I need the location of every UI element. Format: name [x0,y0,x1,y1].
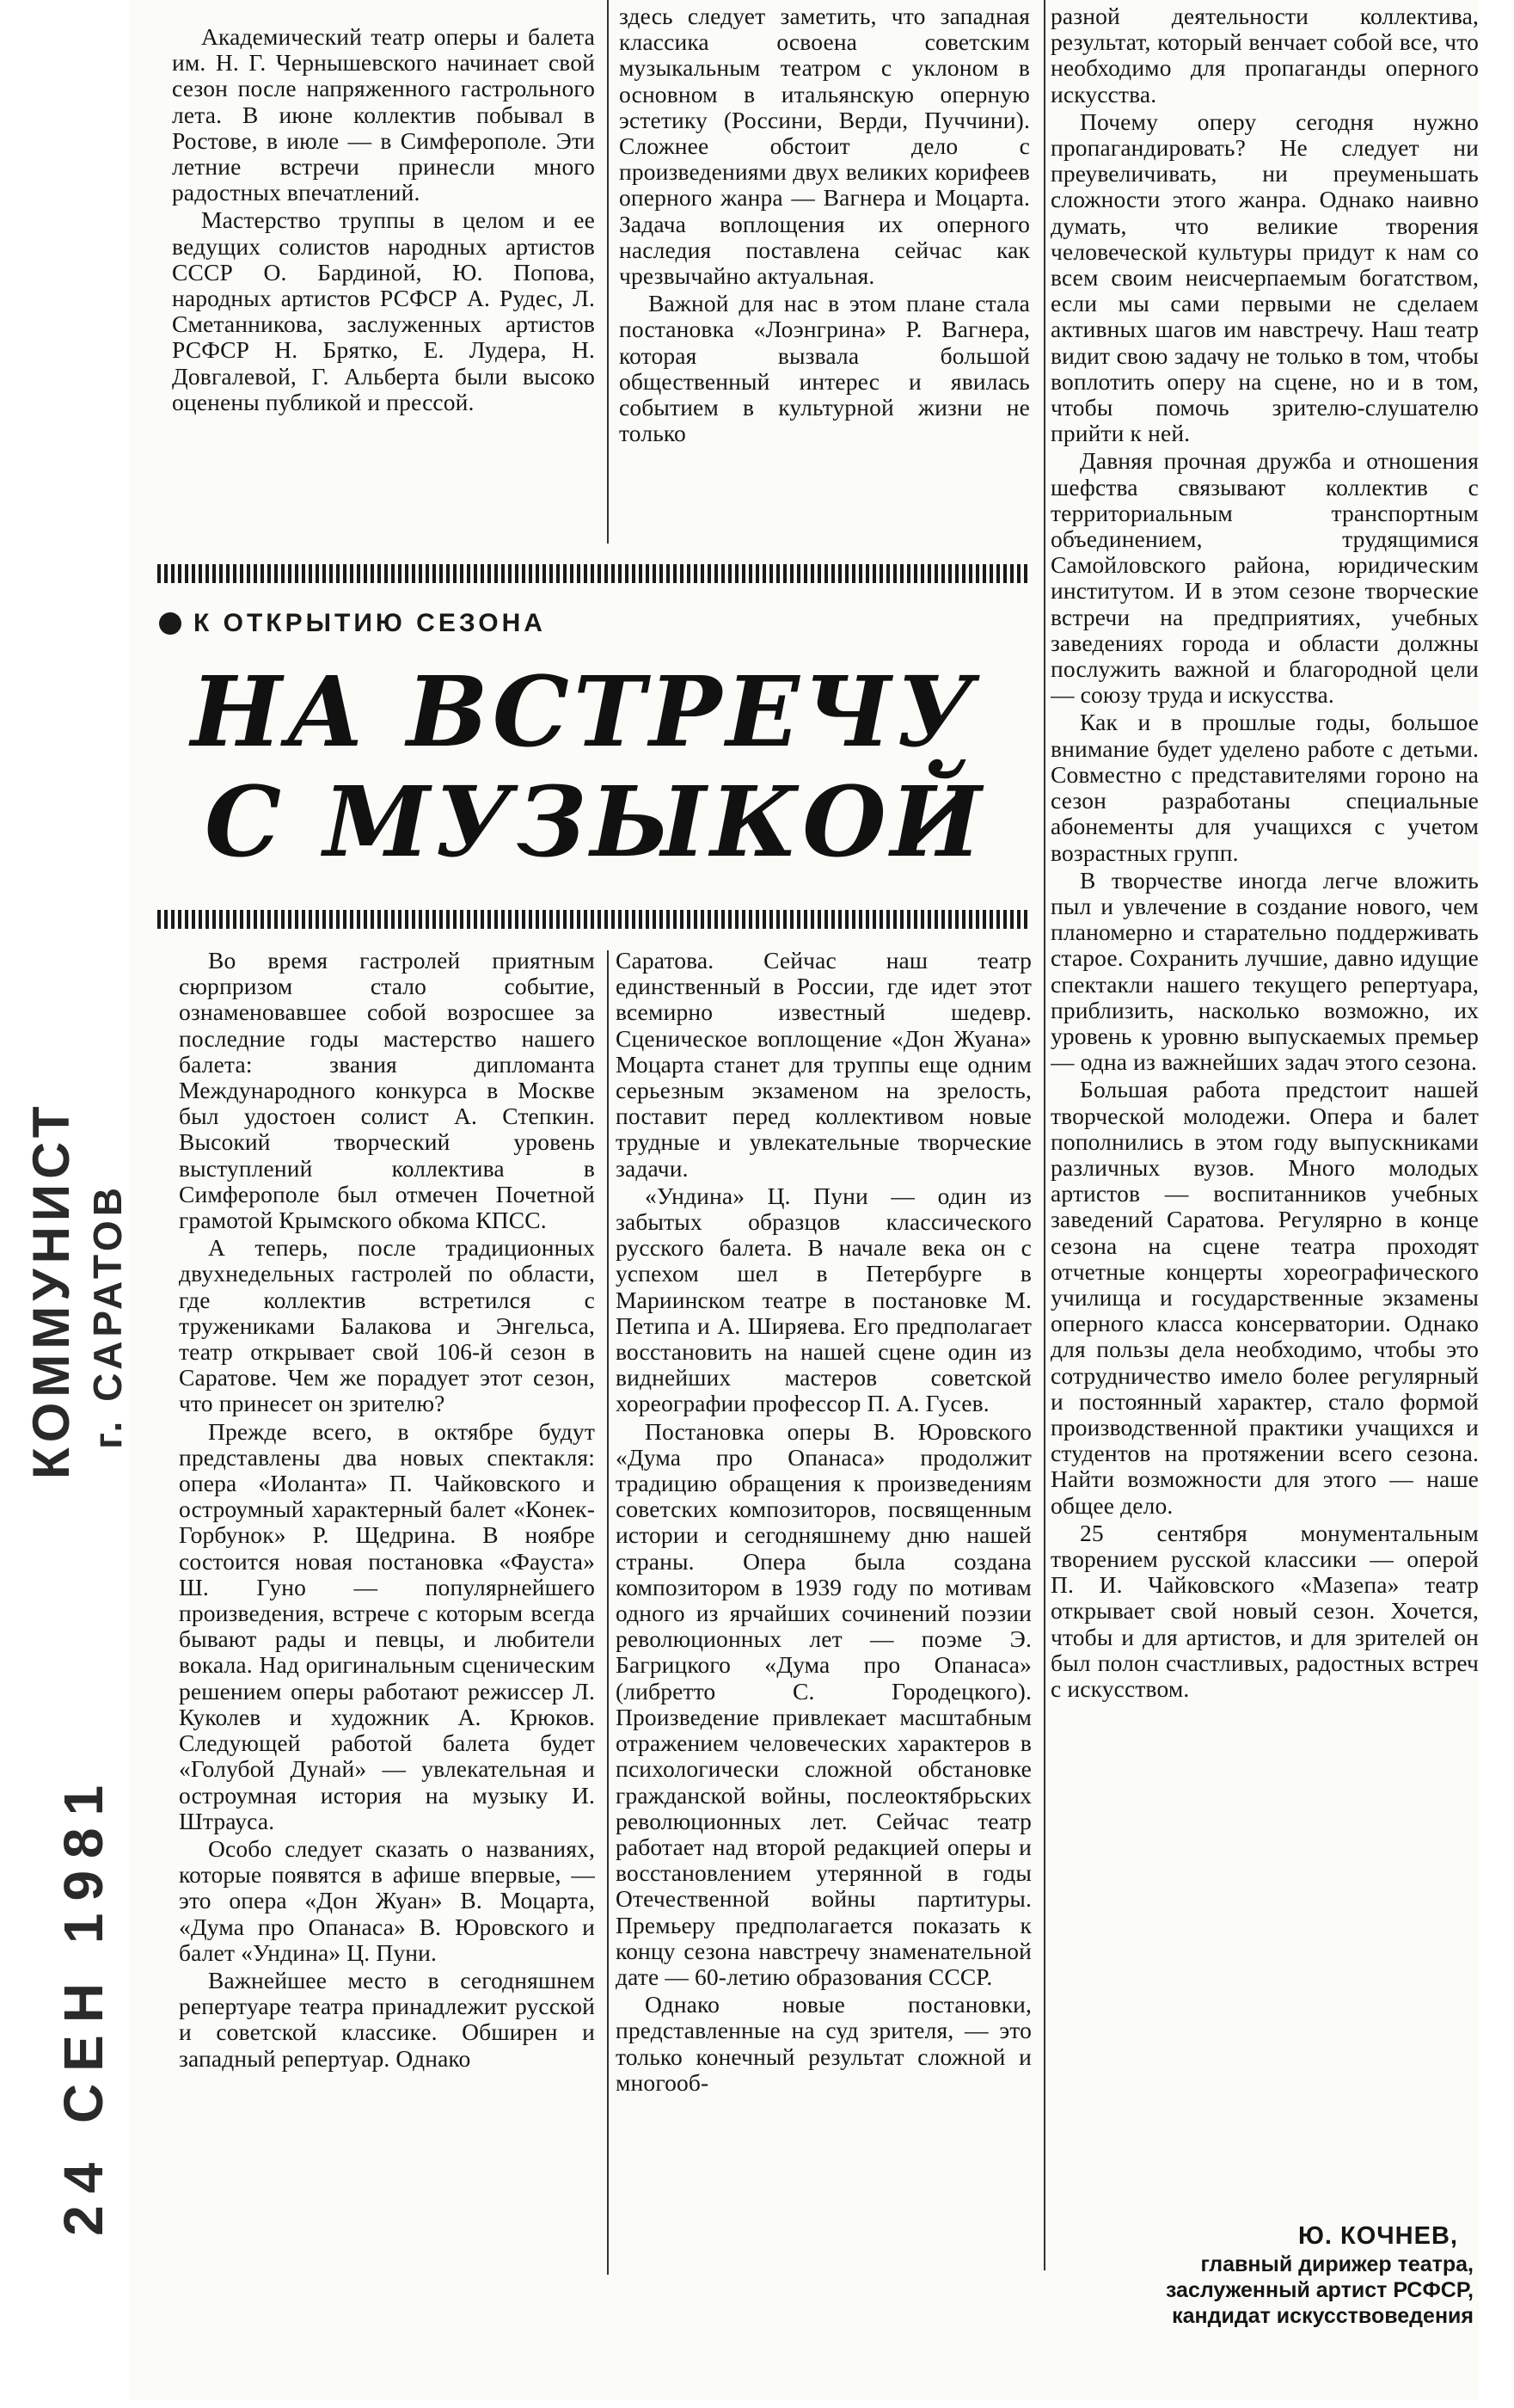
paragraph: Саратова. Сейчас наш театр единственный в России, где идет этот всемирно известный шедевр. Сценическое воплощение «Дон Жуана» Моцарта станет для труппы еще одним серьезным экзаменом на зрелость, поставит перед коллективом новые трудные и увлекательные творческие задачи. [616,948,1032,1182]
rubric-text: К ОТКРЫТИЮ СЕЗОНА [193,609,546,637]
headline-line-2: С МУЗЫКОЙ [205,766,986,879]
paragraph: Особо следует сказать о названиях, которые появятся в афише впервые, — это опера «Дон Жуан» В. Моцарта, «Дума про Опанаса» В. Юровского и балет «Ундина» Ц. Пуни. [179,1834,595,1966]
right-column [1051,3,1479,2215]
paragraph: Почему оперу сегодня нужно пропагандировать? Не следует ни преувеличивать, ни преуменьшать сложности этого жанра. Однако наивно думать, что великие творения человеческой культуры придут к нам со всем своим неисчерпаемым богатством, если мы сами первыми не сделаем активных шагов им навстречу. Наш театр видит свою задачу не только в том, чтобы воплотить оперу на сцене, но и в том, чтобы помочь зрителю-слушателю прийти к ней. [1051,108,1479,447]
top-left-column [172,24,595,544]
paragraph: Однако новые постановки, представленные на суд зрителя, — это только конечный результат сложной и многооб- [616,1991,1032,2096]
column-divider [607,0,609,544]
date-stamp: 24 СЕН 1981 [52,1772,114,2236]
paragraph: Важнейшее место в сегодняшнем репертуаре театра принадлежит русской и советской классике. Обширен и западный репертуар. Однако [179,1966,595,2072]
paragraph: Мастерство труппы в целом и ее ведущих солистов народных артистов СССР О. Бардиной, Ю. Попова, народных артистов РСФСР А. Рудес, Л. Сметанникова, заслуженных артистов РСФСР Н. Брятко, Е. Лудера, Н. Довгалевой, Г. Альберта были высоко оценены публикой и прессой. [172,206,595,415]
column-divider [1044,0,1045,2270]
bullet-icon [159,612,181,635]
author-title: главный дирижер театра, заслуженный артист РСФСР, кандидат искусствоведения [1165,2252,1474,2328]
paragraph: разной деятельности коллектива, результат, который венчает собой все, что необходимо для пропаганды оперного искусства. [1051,3,1479,108]
paragraph: Большая работа предстоит нашей творческой молодежи. Опера и балет пополнились в этом году выпускниками различных вузов. Много молодых артистов — воспитанников учебных заведений Саратова. Регулярно в конце сезона на сцене театра проходят отчетные концерты хореографического училища и государственные экзамены оперного класса консерватории. Однако для пользы дела необходимо, чтобы это сотрудничество имело более регулярный и постоянный характер, стало формой производственной практики учащихся и студентов на протяжении всего сезона. Найти возможности для этого — наше общее дело. [1051,1076,1479,1519]
paragraph: здесь следует заметить, что западная классика освоена советским музыкальным театром с уклоном в основном в итальянскую оперную эстетику (Россини, Верди, Пуччини). Сложнее обстоит дело с произведениями двух великих корифеев оперного жанра — Вагнера и Моцарта. Задача воплощения их оперного наследия поставлена сейчас как чрезвычайно актуальная. [619,3,1030,290]
paragraph: А теперь, после традиционных двухнедельных гастролей по области, где коллектив встретился с тружениками Балакова и Энгельса, театр открывает свой 106-й сезон в Саратове. Чем же порадует этот сезон, что принесет он зрителю? [179,1234,595,1417]
city-stamp: г. САРАТОВ [85,1183,130,1449]
decorative-rule [157,910,1027,929]
paragraph: Во время гастролей приятным сюрпризом стало событие, ознаменовавшее собой возросшее за последние годы мастерство нашего балета: звания дипломанта Международного конкурса в Москве был удостоен солист А. Степкин. Высокий творческий уровень выступлений коллектива в Симферополе был отмечен Почетной грамотой Крымского обкома КПСС. [179,948,595,1234]
rubric [159,609,546,638]
paragraph: Академический театр оперы и балета им. Н. Г. Чернышевского начинает свой сезон после напряженного гастрольного лета. В июне коллектив побывал в Ростове, в июле — в Симферополе. Эти летние встречи принесли много радостных впечатлений. [172,24,595,206]
paragraph: «Ундина» Ц. Пуни — один из забытых образцов классического русского балета. В начале века он с успехом шел в Петербурге в Мариинском театре в постановке М. Петипа и А. Ширяева. Его предполагает восстановить на нашей сцене один из виднейших мастеров советской хореографии профессор П. А. Гусев. [616,1182,1032,1417]
column-divider [607,950,609,2275]
paragraph: Прежде всего, в октябре будут представлены два новых спектакля: опера «Иоланта» П. Чайковского и остроумный характерный балет «Конек-Горбунок» Р. Щедрина. В ноябре состоится новая постановка «Фауста» Ш. Гуно — популярнейшего произведения, встрече с которым всегда бывают рады и певцы, и любители вокала. Над оригинальным сценическим решением оперы работают режиссер Л. Куколев и художник А. Крюков. Следующей работой балета будет «Голубой Дунай» — увлекательная и остроумная история на музыку И. Штрауса. [179,1417,595,1834]
author-name: Ю. КОЧНЕВ, [1298,2222,1458,2250]
bottom-middle-column [616,948,1032,2401]
paragraph: Постановка оперы В. Юровского «Дума про Опанаса» продолжит традицию обращения к произведениям советских композиторов, посвященным истории и сегодняшнему дню нашей страны. Опера была создана композитором в 1939 году по мотивам одного из ярчайших сочинений поэзии революционных лет — поэме Э. Багрицкого «Дума про Опанаса» (либретто С. Городецкого). Произведение привлекает масштабным отражением человеческих характеров в психологически сложной обстановке гражданской войны, послеоктябрьских революционных лет. Сейчас театр работает над второй редакцией оперы и восстановлением утерянной в годы Отечественной войны партитуры. Премьеру предполагается показать к концу сезона навстречу знаменательной дате — 60-летию образования СССР. [616,1417,1032,1990]
paragraph: Как и в прошлые годы, большое внимание будет уделено работе с детьми. Совместно с представителями гороно на сезон разработаны специальные абонементы для учащихся с учетом возрастных групп. [1051,709,1479,866]
paragraph: 25 сентября монументальным творением русской классики — оперой П. И. Чайковского «Мазепа» театр открывает свой новый сезон. Хочется, чтобы и для артистов, и для зрителей он был полон счастливых, радостных встреч с искусством. [1051,1519,1479,1702]
paragraph: В творчестве иногда легче вложить пыл и увлечение в создание нового, чем планомерно и старательно поддерживать старое. Сохранить лучшие, давно идущие спектакли нашего текущего репертуара, приблизить, насколько возможно, их уровень к уровню выпускаемых премьер — одна из важнейших задач этого сезона. [1051,866,1479,1076]
paragraph: Давняя прочная дружба и отношения шефства связывают коллектив с территориальным транспортным объединением, трудящимися Самойловского района, юридическим институтом. И в этом сезоне творческие встречи на предприятиях, учебных заведениях города и области должны послужить важной и благородной цели — союзу труда и искусства. [1051,447,1479,709]
headline [191,656,986,879]
paragraph: Важной для нас в этом плане стала постановка «Лоэнгрина» Р. Вагнера, которая вызвала большой общественный интерес и явилась событием в культурной жизни не только [619,290,1030,447]
decorative-rule [157,564,1027,583]
bottom-left-column [179,948,595,2401]
newspaper-stamp: КОММУНИСТ [22,1101,80,1479]
top-middle-column [619,3,1030,544]
headline-line-1: НА ВСТРЕЧУ [191,656,978,769]
